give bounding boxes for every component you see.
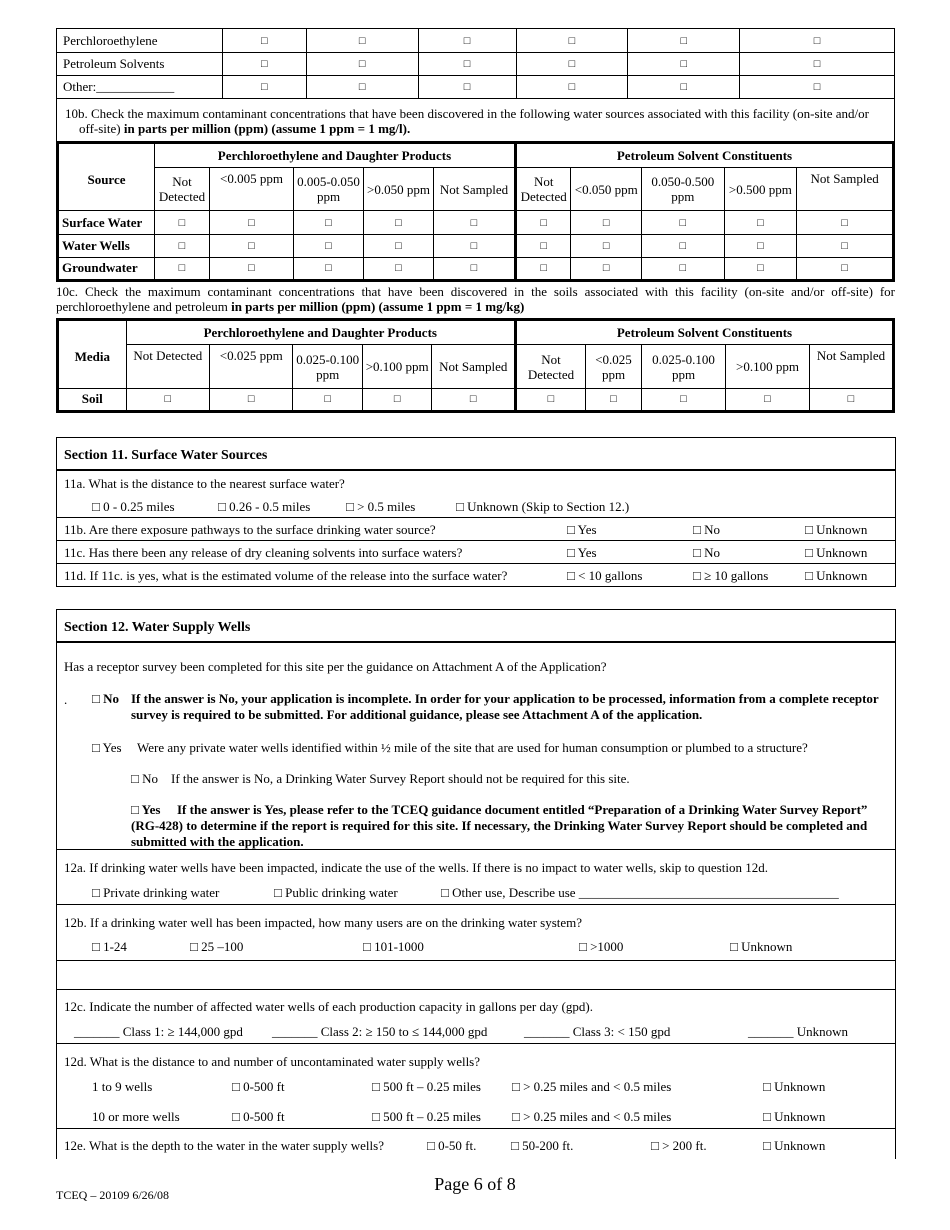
q10b-group2: Petroleum Solvent Constituents	[516, 143, 894, 168]
checkbox[interactable]: □	[294, 257, 364, 280]
col-header: Not Detected	[516, 345, 586, 388]
checkbox[interactable]: □	[210, 211, 294, 234]
row-label: 1 to 9 wells	[92, 1079, 153, 1094]
option[interactable]: □ Yes	[567, 545, 597, 560]
checkbox[interactable]: □	[726, 388, 810, 411]
page-number: Page 6 of 8	[434, 1174, 516, 1194]
q10c-table-block	[56, 318, 895, 413]
checkbox[interactable]: □	[434, 257, 516, 280]
col-header: 0.005-0.050 ppm	[294, 168, 364, 211]
q12b-text: 12b. If a drinking water well has been impacted, how many users are on the drinking water system?	[64, 915, 583, 930]
option[interactable]: □ Private drinking water	[92, 885, 220, 900]
option[interactable]: □ Unknown	[805, 545, 868, 560]
checkbox[interactable]: □	[155, 257, 210, 280]
table-row	[57, 76, 895, 99]
checkbox[interactable]: □	[516, 76, 628, 99]
section-12	[56, 609, 896, 1159]
table-row	[57, 99, 895, 143]
col-header: <0.005 ppm	[210, 168, 294, 211]
sub-yes-text: If the answer is Yes, please refer to the TCEQ guidance document entitled “Preparation of a Drinking Water Survey Report” (RG-428) to determine if the report is required for this site. If necessary, the Drinking Water Survey Report should be completed and submitted with the application.	[131, 802, 868, 849]
q10b-text	[57, 99, 895, 143]
checkbox[interactable]: □	[516, 53, 628, 76]
checkbox[interactable]: □	[364, 234, 434, 257]
row-label: Perchloroethylene	[57, 29, 223, 53]
q12c-text: 12c. Indicate the number of affected water wells of each production capacity in gallons per day (gpd).	[64, 999, 593, 1014]
option[interactable]: □ Unknown	[730, 939, 793, 954]
section-12-header	[57, 610, 895, 643]
capacity-class3[interactable]: _______ Class 3: < 150 gpd	[524, 1024, 671, 1039]
sub-no-option[interactable]: □ No	[131, 771, 158, 786]
checkbox[interactable]: □	[571, 257, 642, 280]
option[interactable]: □ Unknown	[805, 568, 868, 583]
option[interactable]: □ ≥ 10 gallons	[693, 568, 769, 583]
checkbox[interactable]: □	[810, 388, 894, 411]
checkbox[interactable]: □	[364, 257, 434, 280]
q10c-table-pet	[514, 318, 895, 413]
section-title: Section 11. Surface Water Sources	[64, 448, 268, 463]
col-header: >0.500 ppm	[724, 168, 797, 211]
q10c-text	[56, 284, 895, 314]
q10c-group2: Petroleum Solvent Constituents	[516, 320, 894, 345]
checkbox[interactable]: □	[516, 234, 571, 257]
q12a-text: 12a. If drinking water wells have been impacted, indicate the use of the wells. If there is no impact to water wells, skip to question 12d.	[64, 860, 768, 875]
option[interactable]: □ > 200 ft.	[651, 1138, 707, 1153]
q12e-text: 12e. What is the depth to the water in the water supply wells?	[64, 1138, 384, 1153]
q11b-text: 11b. Are there exposure pathways to the surface drinking water source?	[64, 522, 436, 537]
bullet-dot: .	[64, 692, 68, 707]
checkbox[interactable]: □	[222, 53, 306, 76]
checkbox[interactable]: □	[797, 257, 894, 280]
col-header: Not Sampled	[797, 168, 894, 211]
option[interactable]: □ 0-500 ft	[232, 1079, 285, 1094]
checkbox[interactable]: □	[797, 211, 894, 234]
option[interactable]: □ 0-500 ft	[232, 1109, 285, 1124]
checkbox[interactable]: □	[155, 234, 210, 257]
option[interactable]: □ Unknown	[763, 1109, 826, 1124]
checkbox[interactable]: □	[434, 234, 516, 257]
section-11	[56, 437, 896, 587]
col-header: Not Detected	[126, 345, 209, 388]
q10c-table-perc	[56, 318, 517, 413]
checkbox[interactable]: □	[628, 76, 740, 99]
capacity-class1[interactable]: _______ Class 1: ≥ 144,000 gpd	[74, 1024, 243, 1039]
option[interactable]: □ 1-24	[92, 939, 127, 954]
col-header: >0.100 ppm	[362, 345, 432, 388]
col-header: >0.050 ppm	[364, 168, 434, 211]
checkbox[interactable]: □	[724, 211, 797, 234]
col-header: Not Sampled	[434, 168, 516, 211]
col-header: 0.050-0.500 ppm	[641, 168, 724, 211]
q10b-table-block	[56, 141, 895, 282]
q10b-group1: Perchloroethylene and Daughter Products	[155, 143, 516, 168]
q10c-unit: in parts per million (ppm) (assume 1 ppm = 1 mg/kg)	[227, 299, 525, 314]
option[interactable]: □ 50-200 ft.	[511, 1138, 574, 1153]
checkbox[interactable]: □	[362, 388, 432, 411]
checkbox[interactable]: □	[516, 211, 571, 234]
q10c-group1: Perchloroethylene and Daughter Products	[126, 320, 515, 345]
row-label: 10 or more wells	[92, 1109, 180, 1124]
checkbox[interactable]: □	[418, 53, 516, 76]
checkbox[interactable]: □	[740, 53, 895, 76]
survey-question: Has a receptor survey been completed for this site per the guidance on Attachment A of the Application?	[64, 659, 607, 674]
sub-yes-option[interactable]: □ Yes	[131, 802, 161, 817]
table-row	[57, 29, 895, 53]
col-header: <0.025 ppm	[586, 345, 642, 388]
checkbox[interactable]: □	[642, 388, 726, 411]
checkbox[interactable]: □	[222, 76, 306, 99]
q10b-question: 10b. Check the maximum contaminant concentrations that have been discovered in the following water sources associated with this facility (on-site and/or off-site)	[65, 105, 869, 136]
checkbox[interactable]: □	[434, 211, 516, 234]
section-title: Section 12. Water Supply Wells	[64, 620, 251, 635]
survey-no-text: If the answer is No, your application is incomplete. In order for your application to be processed, information from a complete receptor survey is required to be submitted. For additional guidance, please see Attachment A of the application.	[131, 691, 879, 722]
option[interactable]: □ Unknown (Skip to Section 12.)	[456, 499, 630, 514]
checkbox[interactable]: □	[210, 388, 293, 411]
source-header: Source	[58, 168, 155, 211]
capacity-class2[interactable]: _______ Class 2: ≥ 150 to ≤ 144,000 gpd	[272, 1024, 488, 1039]
checkbox[interactable]: □	[516, 257, 571, 280]
row-label: Surface Water	[58, 211, 155, 234]
checkbox[interactable]: □	[306, 29, 418, 53]
option[interactable]: □ Yes	[567, 522, 597, 537]
row-label: Other:____________	[57, 76, 223, 99]
solvent-table	[56, 28, 895, 143]
option[interactable]: □ > 0.25 miles and < 0.5 miles	[512, 1079, 672, 1094]
option[interactable]: □ 101-1000	[363, 939, 424, 954]
checkbox[interactable]: □	[210, 234, 294, 257]
checkbox[interactable]: □	[724, 257, 797, 280]
media-header: Media	[58, 345, 127, 388]
checkbox[interactable]: □	[641, 234, 724, 257]
survey-no-option[interactable]: □ No	[92, 691, 119, 706]
col-header: 0.025-0.100 ppm	[642, 345, 726, 388]
q11a-text: 11a. What is the distance to the nearest surface water?	[64, 476, 345, 491]
checkbox[interactable]: □	[516, 388, 586, 411]
option[interactable]: □ 0 - 0.25 miles	[92, 499, 175, 514]
checkbox[interactable]: □	[628, 29, 740, 53]
option[interactable]: □ Other use, Describe use ________________________________________	[441, 885, 839, 900]
option[interactable]: □ > 0.5 miles	[346, 499, 416, 514]
q10b-table-pet	[514, 141, 895, 282]
checkbox[interactable]: □	[740, 29, 895, 53]
checkbox[interactable]: □	[516, 29, 628, 53]
survey-yes-option[interactable]: □ Yes	[92, 740, 122, 755]
q10b-table-perc	[56, 141, 517, 282]
option[interactable]: □ 500 ft – 0.25 miles	[372, 1109, 481, 1124]
survey-yes-text: Were any private water wells identified within ½ mile of the site that are used for human consumption or plumbed to a structure?	[137, 740, 808, 755]
checkbox[interactable]: □	[641, 211, 724, 234]
checkbox[interactable]: □	[797, 234, 894, 257]
col-header: 0.025-0.100 ppm	[293, 345, 363, 388]
col-header: >0.100 ppm	[726, 345, 810, 388]
row-label: Soil	[58, 388, 127, 411]
checkbox[interactable]: □	[418, 76, 516, 99]
col-header: Not Detected	[516, 168, 571, 211]
checkbox[interactable]: □	[210, 257, 294, 280]
option[interactable]: □ Unknown	[763, 1138, 826, 1153]
col-header: <0.025 ppm	[210, 345, 293, 388]
option[interactable]: □ 0-50 ft.	[427, 1138, 477, 1153]
checkbox[interactable]: □	[155, 211, 210, 234]
checkbox[interactable]: □	[364, 211, 434, 234]
checkbox[interactable]: □	[306, 53, 418, 76]
checkbox[interactable]: □	[294, 211, 364, 234]
checkbox[interactable]: □	[418, 29, 516, 53]
checkbox[interactable]: □	[628, 53, 740, 76]
checkbox[interactable]: □	[294, 234, 364, 257]
checkbox[interactable]: □	[432, 388, 516, 411]
checkbox[interactable]: □	[126, 388, 209, 411]
option[interactable]: □ Public drinking water	[274, 885, 398, 900]
section-11-header	[57, 438, 895, 471]
col-header: Not Detected	[155, 168, 210, 211]
option[interactable]: □ < 10 gallons	[567, 568, 643, 583]
q11c-text: 11c. Has there been any release of dry cleaning solvents into surface waters?	[64, 545, 463, 560]
checkbox[interactable]: □	[641, 257, 724, 280]
option[interactable]: □ > 0.25 miles and < 0.5 miles	[512, 1109, 672, 1124]
col-header: Not Sampled	[810, 345, 894, 388]
option[interactable]: □ Unknown	[763, 1079, 826, 1094]
checkbox[interactable]: □	[724, 234, 797, 257]
checkbox[interactable]: □	[306, 76, 418, 99]
row-label: Water Wells	[58, 234, 155, 257]
capacity-unknown[interactable]: _______ Unknown	[748, 1024, 849, 1039]
checkbox[interactable]: □	[571, 211, 642, 234]
option[interactable]: □ 0.26 - 0.5 miles	[218, 499, 311, 514]
table-row	[57, 53, 895, 76]
option[interactable]: □ No	[693, 545, 720, 560]
option[interactable]: □ >1000	[579, 939, 624, 954]
q11d-text: 11d. If 11c. is yes, what is the estimated volume of the release into the surface water?	[64, 568, 508, 583]
q10b-unit: in parts per million (ppm) (assume 1 ppm = 1 mg/l).	[120, 120, 411, 136]
checkbox[interactable]: □	[571, 234, 642, 257]
option[interactable]: □ 500 ft – 0.25 miles	[372, 1079, 481, 1094]
option[interactable]: □ Unknown	[805, 522, 868, 537]
form-id: TCEQ – 20109 6/26/08	[56, 1188, 169, 1202]
q10c-question: 10c. Check the maximum contaminant concentrations that have been discovered in the soils associated with this facility (on-site and/or off-site) for perchloroethylene and petroleum	[56, 284, 895, 314]
checkbox[interactable]: □	[293, 388, 363, 411]
row-label: Groundwater	[58, 257, 155, 280]
sub-no-text: If the answer is No, a Drinking Water Survey Report should not be required for this site.	[171, 771, 630, 786]
checkbox[interactable]: □	[740, 76, 895, 99]
option[interactable]: □ 25 –100	[190, 939, 244, 954]
checkbox[interactable]: □	[222, 29, 306, 53]
col-header: Not Sampled	[432, 345, 516, 388]
row-label: Petroleum Solvents	[57, 53, 223, 76]
checkbox[interactable]: □	[586, 388, 642, 411]
q12d-text: 12d. What is the distance to and number of uncontaminated water supply wells?	[64, 1054, 481, 1069]
col-header: <0.050 ppm	[571, 168, 642, 211]
option[interactable]: □ No	[693, 522, 720, 537]
